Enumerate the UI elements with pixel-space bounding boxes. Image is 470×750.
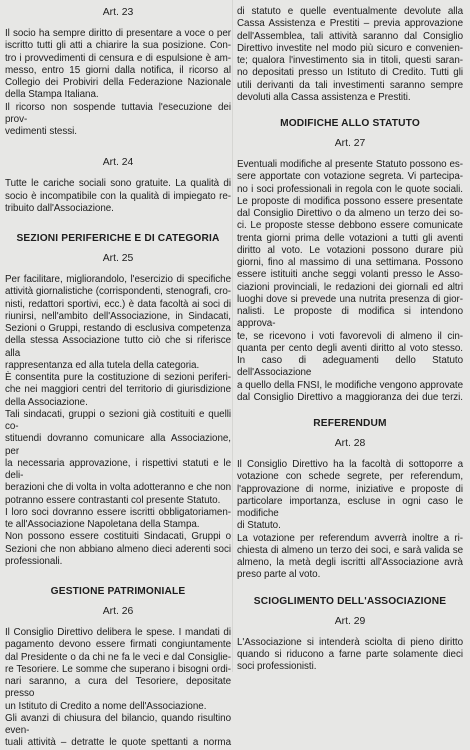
text-line: della Associazione.	[5, 396, 88, 408]
article-29-heading: Art. 29	[334, 615, 366, 627]
text-line: iscritto tutti gli atti a chiarire la sua posizione. Con-	[5, 40, 231, 52]
article-26-text	[5, 627, 231, 750]
text-line: te; qualora l'investimento sia in titoli, questi saran-	[237, 55, 463, 66]
text-line: quando si riducono a farne parte solamente dieci	[237, 648, 463, 660]
text-line: particolare importanza, escluse in ogni caso le modifiche	[237, 495, 463, 519]
text-line: professionali.	[5, 555, 63, 567]
text-line: giorni, fino al massimo di una settimana. Possono	[237, 257, 463, 268]
text-line: nalisti. Le proposte di modifica si intendono approva-	[237, 306, 463, 330]
text-line: della stessa Associazione tutto ciò che si riferisce alla	[5, 335, 231, 359]
text-line: la necessaria approvazione, i rispettivi statuti e le deli-	[5, 457, 231, 481]
section-title-gestione: GESTIONE PATRIMONIALE	[50, 586, 186, 597]
text-line: un Istituto di Credito a nome dell'Associazione.	[5, 700, 207, 712]
text-line: dell'Assemblea, tali attività saranno dal Consiglio	[237, 30, 463, 42]
text-line: te all'Associazione Napoletana della Stampa.	[5, 519, 200, 530]
text-line: Collegio dei Probiviri della Federazione Nazionale	[5, 77, 231, 88]
text-line: tribuito dall'Associazione.	[5, 202, 114, 214]
text-line: dal Presidente o da chi ne fa le veci e dal Consiglie-	[5, 651, 231, 663]
left-column	[5, 6, 231, 750]
text-line: Direttivo investite nel modo più sicuro e convenien-	[237, 42, 463, 54]
text-line: chiesta di almeno un terzo dei soci, e sarà valida se	[237, 544, 463, 556]
text-line: che nei maggiori centri del territorio di giurisdizione	[5, 384, 231, 396]
text-line: quanta per cento degli aventi diritto al voto stesso.	[237, 342, 463, 354]
text-line: messo, entro 15 giorni dalla notifica, il ricorso al	[5, 64, 231, 76]
text-line: Sezioni che non abbiano almeno dieci aderenti soci	[5, 543, 231, 555]
column-gutter	[232, 0, 233, 672]
text-line: Il Consiglio Direttivo ha la facoltà di sottoporre a	[237, 459, 463, 470]
text-line: utili derivanti da tali investimenti saranno sempre	[237, 79, 463, 91]
text-line: l'approvazione di norme, iniziative e proposte di	[237, 483, 463, 495]
text-line: Per facilitare, migliorandolo, l'esercizio di specifiche	[5, 274, 231, 285]
text-line: luoghi dove si prevede una nutrita presenza di gior-	[237, 293, 463, 305]
text-line: I loro soci dovranno essere iscritti obbligatoriamen-	[5, 506, 231, 518]
text-line: ciazioni provinciali, le redazioni dei giornali ed altri	[237, 281, 463, 293]
text-line: pagamento devono essere firmati congiuntamente	[5, 639, 231, 651]
article-27-text	[237, 159, 463, 404]
text-line: no i soci professionali in regola con le quote sociali.	[237, 183, 463, 195]
article-26-heading: Art. 26	[102, 606, 134, 617]
text-line: essere istituiti anche seggi volanti presso le Asso-	[237, 269, 463, 281]
text-line: potranno essere contrastanti col presente Statuto.	[5, 494, 221, 506]
text-line: dal Consiglio Direttivo o da almeno un terzo dei so-	[237, 208, 463, 219]
text-line: Il socio ha sempre diritto di presentare a voce o per	[5, 28, 231, 39]
text-line: Cassa Assistenza e Prestiti – previa approvazione	[237, 18, 463, 30]
text-line: riunirsi, nell'ambito dell'Associazione, in Sindacati,	[5, 310, 231, 322]
text-line: vedimenti stessi.	[5, 126, 77, 137]
article-26-continued-text	[237, 6, 463, 104]
article-25-text	[5, 274, 231, 568]
text-line: socio è incompatibile con la qualità di impiegato re-	[5, 190, 231, 202]
article-29-text	[237, 637, 463, 674]
article-28-text	[237, 459, 463, 582]
text-line: soci professionisti.	[237, 661, 317, 672]
section-title-referendum: REFERENDUM	[313, 418, 387, 429]
text-line: attività giornalistiche (corrispondenti, stenografi, cro-	[5, 286, 231, 298]
section-title-scioglimento: SCIOGLIMENTO DELL'ASSOCIAZIONE	[253, 595, 447, 607]
text-line: votazione con schede segrete, per referendum,	[237, 471, 463, 483]
text-line: no depositati presso un Istituto di Credito. Tutti gli	[237, 67, 463, 79]
text-line: In caso di adeguamenti dello Statuto dell'Associazione	[237, 355, 463, 379]
section-title-modifiche: MODIFICHE ALLO STATUTO	[280, 118, 420, 129]
article-28-heading: Art. 28	[334, 438, 366, 449]
text-line: La votazione per referendum avverrà inoltre a ri-	[237, 532, 463, 544]
text-line: a quello della FNSI, le modifiche vengono approvate	[237, 379, 463, 391]
text-line: Gli avanzi di chiusura del bilancio, quando risultino even-	[5, 712, 231, 736]
text-line: tuali attività – detratte le quote spettanti a norma	[5, 737, 231, 749]
text-line: stituendi dovranno comunicare alla Associazione, per	[5, 433, 231, 457]
text-line: della Stampa Italiana.	[5, 89, 99, 101]
right-column	[237, 6, 463, 673]
article-23-text	[5, 28, 231, 138]
text-line: di statuto e quelle eventualmente devolute alla	[237, 6, 463, 17]
text-line: tro i provvedimenti di censura e di espulsione è am-	[5, 52, 231, 64]
text-line: devoluti alla Cassa assistenza e Prestiti.	[237, 91, 411, 103]
text-line: trenta giorni prima delle votazioni a tutti gli aventi	[237, 232, 463, 244]
article-27-heading: Art. 27	[334, 138, 366, 149]
text-line: diritto al voto. Le votazioni possono durare più	[237, 244, 463, 256]
article-25-heading: Art. 25	[102, 253, 134, 264]
text-line: almeno, la metà degli iscritti all'Associazione avrà	[237, 557, 463, 568]
text-line: È consentita pure la costituzione di sezioni periferi-	[5, 372, 231, 383]
text-line: preso parte al voto.	[237, 569, 321, 581]
text-line: Tali sindacati, gruppi o sezioni già costituiti e quelli co-	[5, 408, 231, 432]
text-line: re Tesoriere. Le somme che superano i bisogni ordi-	[5, 663, 231, 675]
text-line: Eventuali modifiche al presente Statuto possono es-	[237, 159, 463, 170]
article-23-heading: Art. 23	[102, 7, 134, 18]
text-line: rappresentanza ed alla tutela della categoria.	[5, 359, 200, 371]
article-24-heading: Art. 24	[102, 157, 134, 169]
text-line: sere apportate con votazione segreta. Vi partecipa-	[237, 171, 463, 183]
text-line: di Statuto.	[237, 520, 281, 532]
text-line: te, se ricevono i voti favorevoli di almeno il cin-	[237, 330, 463, 342]
text-line: nisti, redattori sportivi, ecc.) è data facoltà ai soci di	[5, 298, 231, 310]
article-24-text	[5, 178, 231, 215]
section-title-sezioni: SEZIONI PERIFERICHE E DI CATEGORIA	[16, 233, 220, 244]
text-line: Non possono essere costituiti Sindacati, Gruppi o	[5, 531, 231, 543]
text-line: Il Consiglio Direttivo delibera le spese. I mandati di	[5, 627, 231, 638]
text-line: Le proposte di modifica possono essere presentate	[237, 195, 463, 207]
text-line: Sezioni o Gruppi, restando di esclusiva competenza	[5, 323, 231, 334]
text-line: ci. Le proposte stesse debbono essere comunicate	[237, 220, 463, 232]
text-line: nari saranno, a cura del Tesoriere, depositate presso	[5, 676, 231, 700]
text-line: Tutte le cariche sociali sono gratuite. La qualità di	[5, 178, 231, 190]
text-line: L'Associazione si intenderà sciolta di pieno diritto	[237, 636, 463, 648]
text-line: berazioni che di volta in volta adotteranno e che non	[5, 482, 231, 494]
text-line: Il ricorso non sospende tuttavia l'esecuzione dei prov-	[5, 101, 231, 125]
text-line: dal Consiglio Direttivo a maggioranza dei due terzi.	[237, 391, 463, 403]
